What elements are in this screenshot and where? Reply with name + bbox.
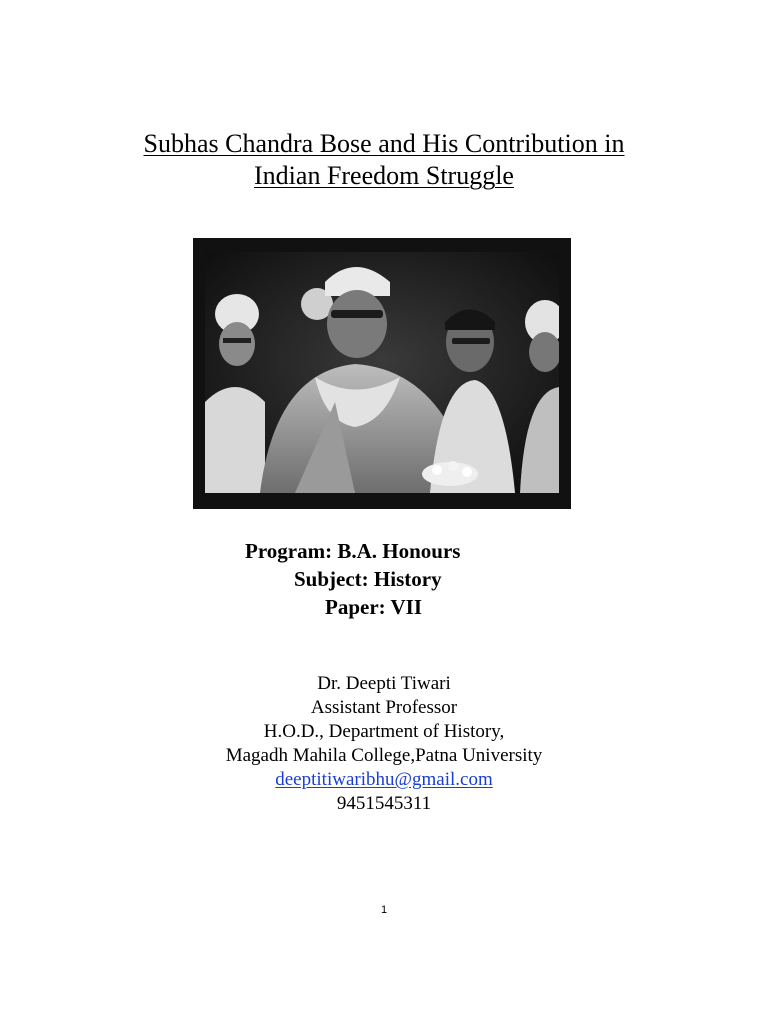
program-label: Program: B.A. Honours	[245, 539, 461, 563]
author-department: H.O.D., Department of History,	[263, 721, 505, 742]
paper-label: Paper: VII	[325, 595, 423, 619]
author-email-link[interactable]: deeptitiwaribhu@gmail.com	[275, 769, 493, 790]
subject-label: Subject: History	[294, 567, 442, 591]
author-designation: Assistant Professor	[310, 697, 458, 718]
title-line-1: Subhas Chandra Bose and His Contribution in	[143, 129, 625, 158]
author-institution: Magadh Mahila College,Patna University	[225, 745, 543, 766]
author-phone: 9451545311	[336, 793, 432, 814]
group-photo-icon	[205, 252, 559, 493]
author-details	[0, 672, 768, 816]
document-title	[0, 128, 768, 192]
historical-photo	[193, 238, 571, 509]
author-name: Dr. Deepti Tiwari	[317, 673, 451, 694]
page-number: 1	[380, 904, 388, 916]
title-line-2: Indian Freedom Struggle	[254, 161, 514, 190]
